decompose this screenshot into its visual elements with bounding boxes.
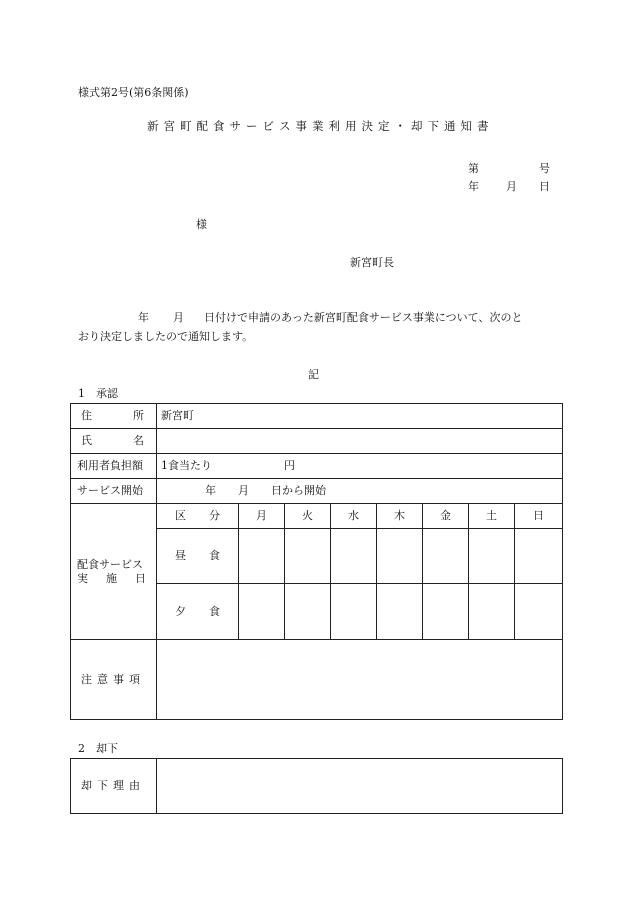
delivery-days-label-line2: 実 施 日 xyxy=(77,571,146,585)
lunch-cell-sun xyxy=(515,529,563,584)
lunch-label: 昼 食 xyxy=(157,529,239,584)
address-value: 新宮町 xyxy=(157,404,563,429)
name-row xyxy=(71,429,563,454)
start-row xyxy=(71,479,563,504)
dinner-label: 夕 食 xyxy=(157,584,239,640)
addressee-suffix: 様 xyxy=(196,218,207,231)
rejection-reason-label: 却 下 理 由 xyxy=(71,759,157,814)
dinner-cell-thu xyxy=(377,584,423,640)
dinner-cell-sun xyxy=(515,584,563,640)
lunch-cell-fri xyxy=(423,529,469,584)
start-label: サービス開始 xyxy=(71,479,157,504)
approval-table xyxy=(70,403,563,720)
fee-row xyxy=(71,454,563,479)
weekday-tue: 火 xyxy=(285,504,331,529)
division-label: 区 分 xyxy=(157,504,239,529)
number-suffix: 号 xyxy=(539,162,550,175)
fee-value xyxy=(157,454,563,479)
weekday-header-row xyxy=(71,504,563,529)
dinner-cell-wed xyxy=(331,584,377,640)
rejection-reason-row xyxy=(71,759,563,814)
section-rejection-title: 2 却下 xyxy=(78,742,118,755)
form-number: 様式第2号(第6条関係) xyxy=(78,86,189,99)
start-year: 年 xyxy=(205,484,216,498)
issuer-name: 新宮町長 xyxy=(350,256,394,269)
section-approval-title: 1 承認 xyxy=(78,387,118,400)
fee-unit: 円 xyxy=(284,459,295,473)
dinner-cell-fri xyxy=(423,584,469,640)
rejection-table xyxy=(70,758,563,814)
name-value xyxy=(157,429,563,454)
lunch-cell-thu xyxy=(377,529,423,584)
body-year: 年 xyxy=(138,311,149,324)
notes-label: 注 意 事 項 xyxy=(71,640,157,720)
notice-body-line-1 xyxy=(138,311,522,324)
date-year: 年 xyxy=(468,180,479,193)
number-prefix: 第 xyxy=(468,162,479,175)
lunch-cell-tue xyxy=(285,529,331,584)
fee-label: 利用者負担額 xyxy=(71,454,157,479)
dinner-cell-mon xyxy=(239,584,285,640)
date-month: 月 xyxy=(506,180,517,193)
weekday-wed: 水 xyxy=(331,504,377,529)
start-suffix: 日から開始 xyxy=(271,484,326,498)
weekday-sat: 土 xyxy=(469,504,515,529)
body-month: 月 xyxy=(173,311,184,324)
weekday-fri: 金 xyxy=(423,504,469,529)
document-title: 新宮町配食サービス事業利用決定・却下通知書 xyxy=(147,119,494,133)
start-month: 月 xyxy=(238,484,249,498)
address-label: 住 所 xyxy=(71,404,157,429)
dinner-cell-tue xyxy=(285,584,331,640)
lunch-cell-wed xyxy=(331,529,377,584)
dinner-cell-sat xyxy=(469,584,515,640)
date-day: 日 xyxy=(539,180,550,193)
delivery-days-label-line1: 配食サービス xyxy=(77,558,143,572)
body-line1-text: 日付けで申請のあった新宮町配食サービス事業について、次のと xyxy=(204,311,523,324)
ki-heading: 記 xyxy=(308,368,319,381)
fee-prefix: 1食当たり xyxy=(161,459,212,473)
rejection-reason-value xyxy=(157,759,563,814)
lunch-cell-mon xyxy=(239,529,285,584)
lunch-cell-sat xyxy=(469,529,515,584)
notes-value xyxy=(157,640,563,720)
notice-body-line-2: おり決定しましたので通知します。 xyxy=(78,330,254,343)
notes-row xyxy=(71,640,563,720)
start-value xyxy=(157,479,563,504)
delivery-days-label xyxy=(71,504,157,640)
weekday-sun: 日 xyxy=(515,504,563,529)
address-row xyxy=(71,404,563,429)
weekday-thu: 木 xyxy=(377,504,423,529)
weekday-mon: 月 xyxy=(239,504,285,529)
name-label: 氏 名 xyxy=(71,429,157,454)
